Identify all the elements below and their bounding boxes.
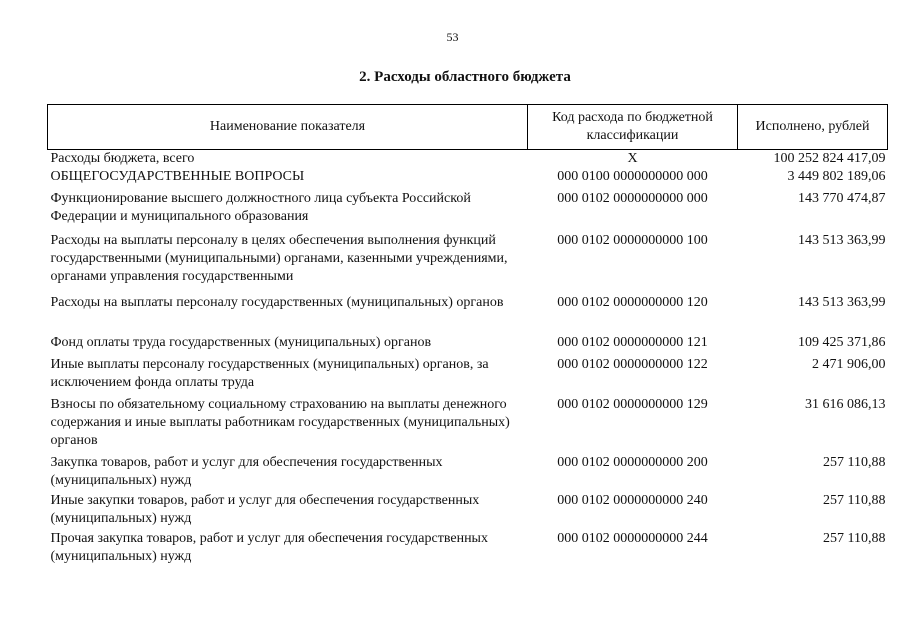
table-header bbox=[48, 105, 888, 150]
row-code: 000 0102 0000000000 120 bbox=[557, 295, 708, 310]
page-number: 53 bbox=[446, 30, 459, 44]
row-value: 143 513 363,99 bbox=[798, 295, 886, 310]
row-name: ОБЩЕГОСУДАРСТВЕННЫЕ ВОПРОСЫ bbox=[50, 169, 305, 184]
row-name: Расходы на выплаты персоналу в целях обеспечения выполнения функций государственными (муниципальными) органами, казенными учреждениями, органами управления государственными bbox=[50, 233, 508, 284]
row-value: 2 471 906,00 bbox=[812, 357, 886, 372]
row-code: 000 0100 0000000000 000 bbox=[557, 169, 708, 184]
table-row bbox=[48, 396, 888, 454]
table-row bbox=[48, 168, 888, 190]
row-name: Прочая закупка товаров, работ и услуг для обеспечения государственных (муниципальных) нужд bbox=[50, 531, 488, 564]
row-name: Иные выплаты персоналу государственных (муниципальных) органов, за исключением фонда оплаты труда bbox=[50, 357, 489, 390]
row-value: 109 425 371,86 bbox=[798, 335, 886, 350]
row-code: 000 0102 0000000000 244 bbox=[557, 531, 708, 546]
row-value: 143 513 363,99 bbox=[798, 233, 886, 248]
row-value: 257 110,88 bbox=[823, 531, 886, 546]
table-row bbox=[48, 530, 888, 568]
row-value: 31 616 086,13 bbox=[805, 397, 886, 412]
table-row bbox=[48, 492, 888, 530]
section-title: 2. Расходы областного бюджета bbox=[359, 69, 571, 85]
table-row bbox=[48, 294, 888, 334]
row-name: Функционирование высшего должностного лица субъекта Российской Федерации и муниципального образования bbox=[50, 191, 471, 224]
row-code: 000 0102 0000000000 121 bbox=[557, 335, 708, 350]
table-row bbox=[48, 190, 888, 232]
row-code: 000 0102 0000000000 200 bbox=[557, 455, 708, 470]
header-budget-code: Код расхода по бюджетной классификации bbox=[528, 105, 738, 150]
row-value: 3 449 802 189,06 bbox=[787, 169, 886, 184]
header-row bbox=[48, 105, 888, 150]
expenditure-table-container bbox=[47, 104, 887, 568]
row-code: 000 0102 0000000000 122 bbox=[557, 357, 708, 372]
row-code: 000 0102 0000000000 129 bbox=[557, 397, 708, 412]
row-name: Взносы по обязательному социальному страхованию на выплаты денежного содержания и иные выплаты работникам государственных (муниципальных) органов bbox=[50, 397, 510, 448]
row-name: Фонд оплаты труда государственных (муниципальных) органов bbox=[50, 335, 432, 350]
table-row bbox=[48, 356, 888, 396]
row-value: 143 770 474,87 bbox=[798, 191, 886, 206]
row-name: Расходы бюджета, всего bbox=[50, 151, 195, 166]
row-value: 257 110,88 bbox=[823, 493, 886, 508]
row-name: Закупка товаров, работ и услуг для обеспечения государственных (муниципальных) нужд bbox=[50, 455, 443, 488]
table-row bbox=[48, 334, 888, 356]
row-value: 100 252 824 417,09 bbox=[773, 151, 886, 166]
expenditure-table bbox=[47, 104, 888, 568]
row-code: 000 0102 0000000000 100 bbox=[557, 233, 708, 248]
row-name: Расходы на выплаты персоналу государственных (муниципальных) органов bbox=[50, 295, 504, 310]
row-code: 000 0102 0000000000 240 bbox=[557, 493, 708, 508]
header-executed-amount: Исполнено, рублей bbox=[738, 105, 888, 150]
table-row bbox=[48, 454, 888, 492]
table-body bbox=[48, 150, 888, 569]
row-value: 257 110,88 bbox=[823, 455, 886, 470]
header-indicator-name: Наименование показателя bbox=[48, 105, 528, 150]
row-name: Иные закупки товаров, работ и услуг для обеспечения государственных (муниципальных) нужд bbox=[50, 493, 480, 526]
table-row bbox=[48, 150, 888, 169]
table-row bbox=[48, 232, 888, 294]
row-code: X bbox=[627, 151, 638, 166]
row-code: 000 0102 0000000000 000 bbox=[557, 191, 708, 206]
